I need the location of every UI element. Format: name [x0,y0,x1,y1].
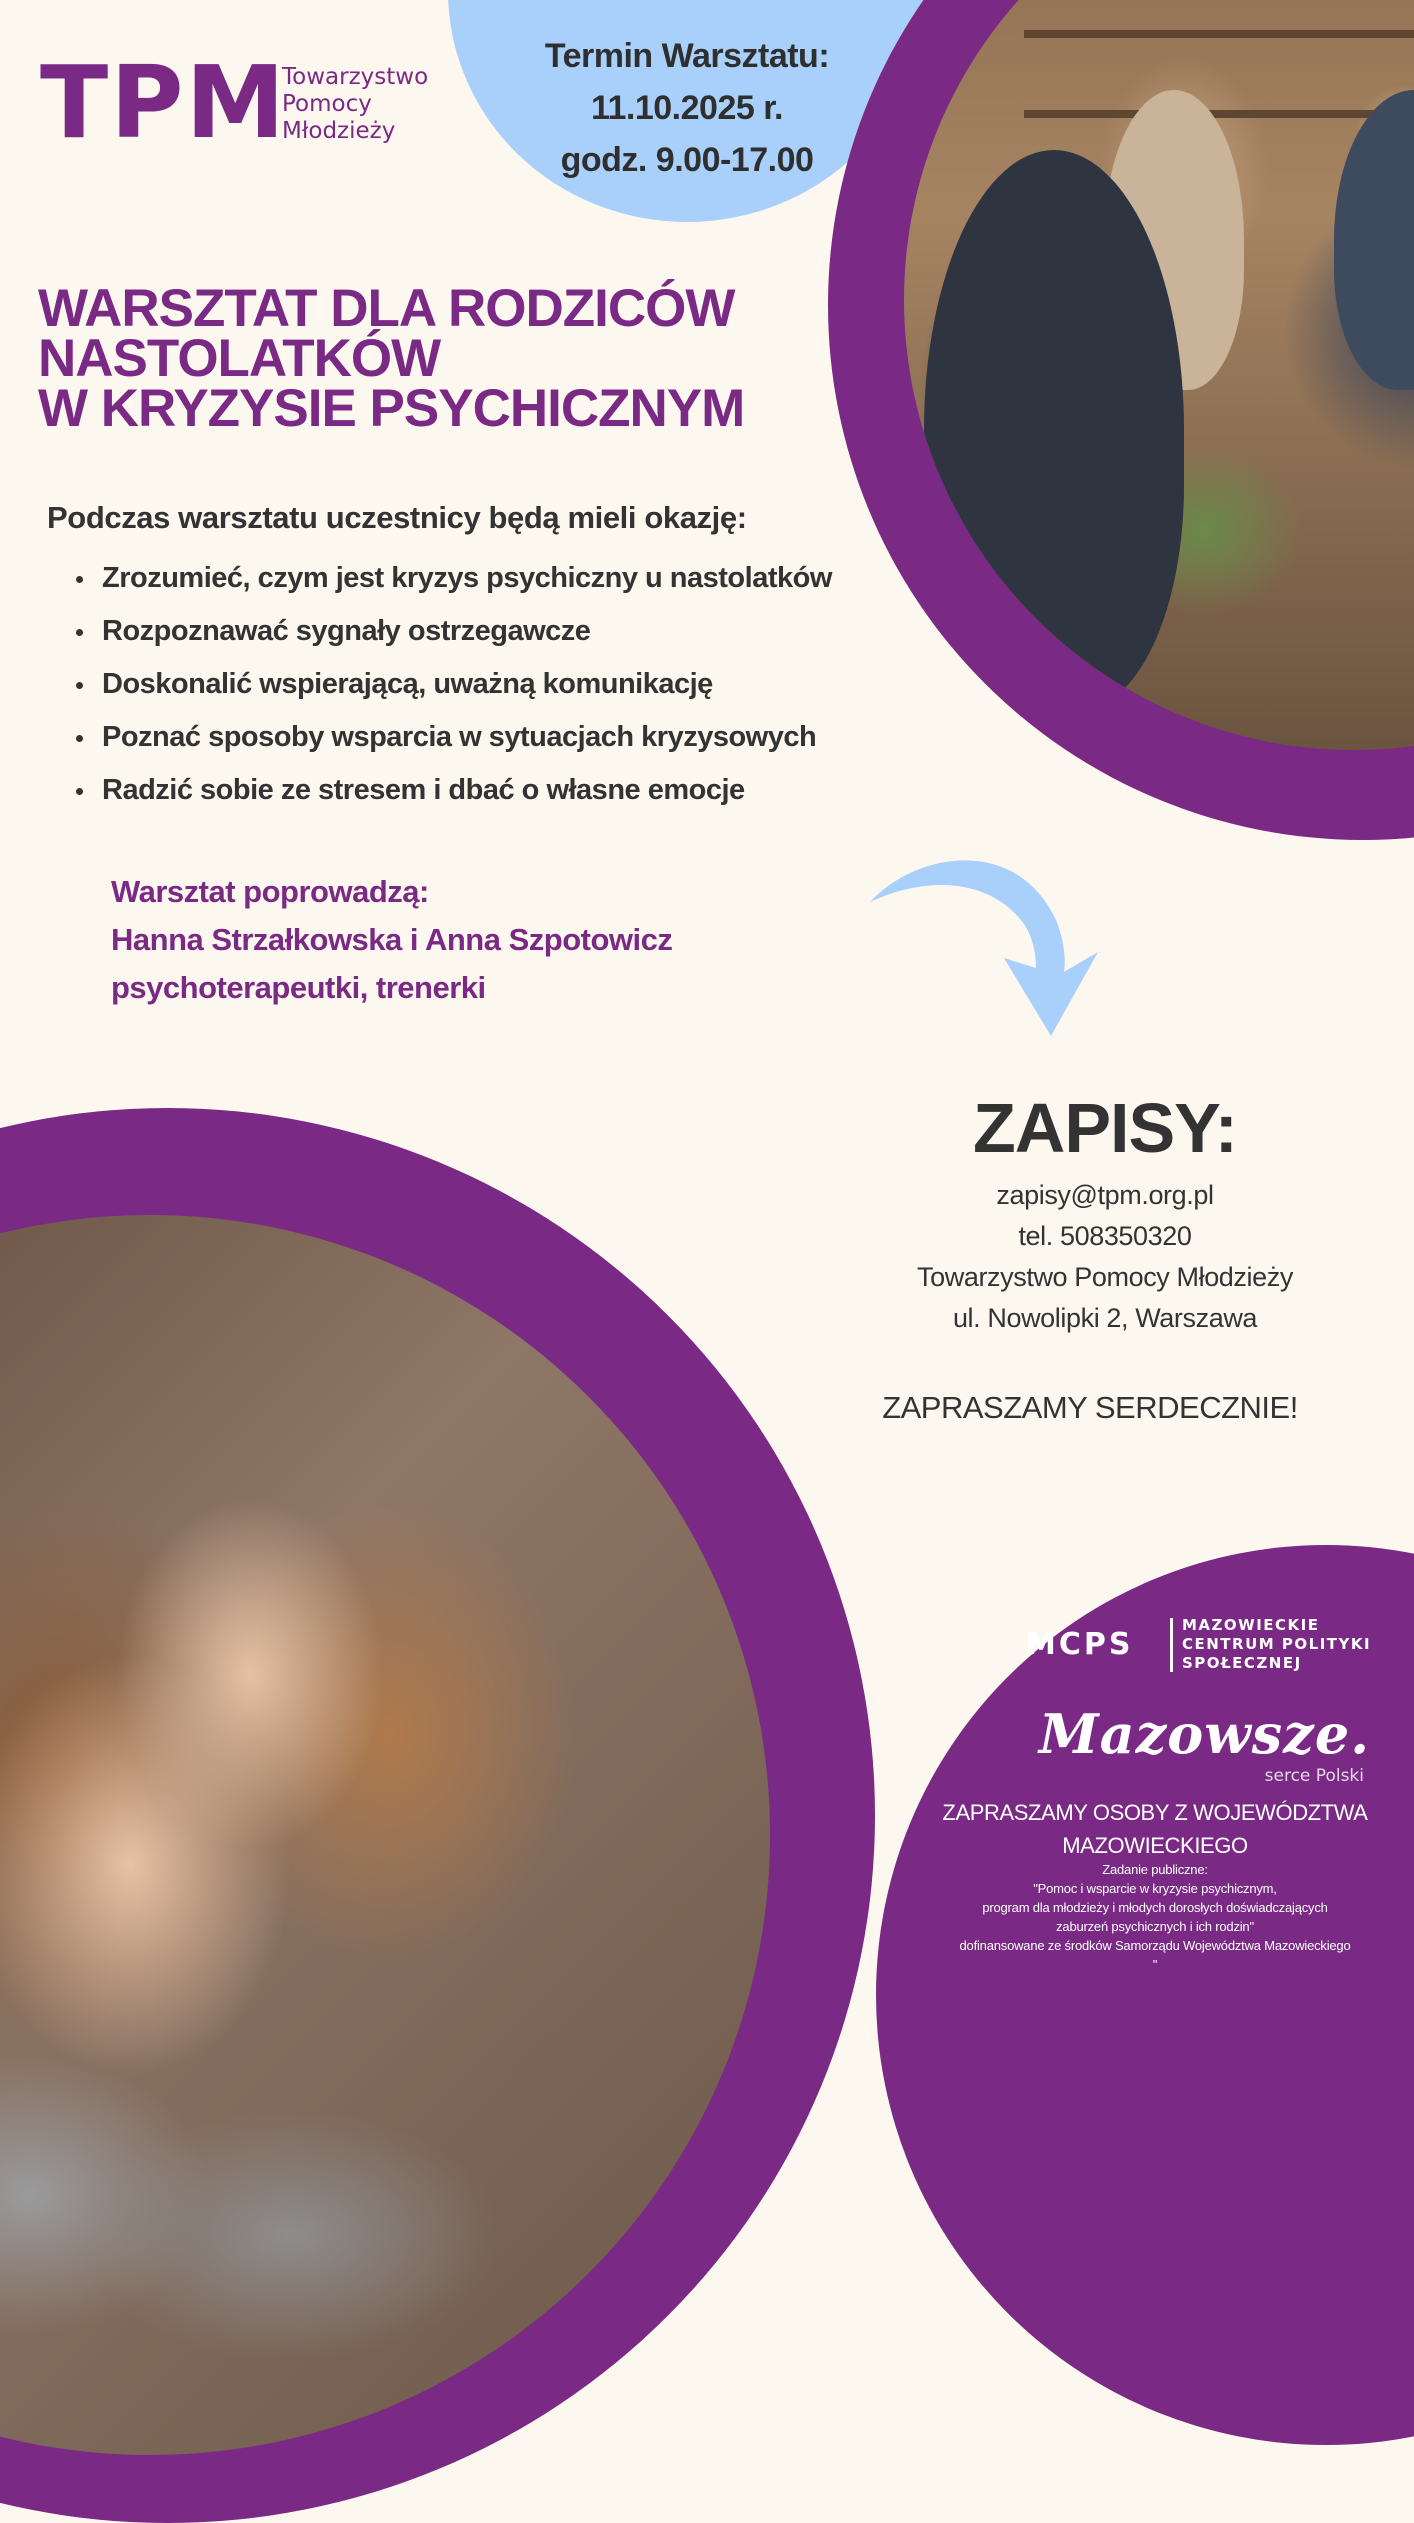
logo-divider [1170,1618,1173,1672]
task-line: program dla młodzieży i młodych dorosłych doświadczających [982,1900,1328,1915]
task-line: Zadanie publiczne: [1102,1862,1208,1877]
leaders-role: psychoterapeutki, trenerki [111,970,486,1005]
logo-org-line: Pomocy [282,91,372,117]
time-value: godz. 9.00-17.00 [560,141,814,179]
phone-number[interactable]: tel. 508350320 [1018,1221,1192,1251]
date-label: Termin Warsztatu: [544,37,830,75]
leaders-names: Hanna Strzałkowska i Anna Szpotowicz [111,922,673,957]
task-line: zaburzeń psychicznych i ich rodzin" [1056,1919,1254,1934]
mazowsze-logo [1014,1702,1374,1792]
tpm-logo [40,44,460,161]
registration-info [830,1175,1380,1339]
date-value: 11.10.2025 r. [590,89,784,127]
mazowsze-tagline: serce Polski [1264,1766,1364,1786]
public-task-note [920,1860,1390,1974]
list-item: Doskonalić wspierającą, uważną komunikację [70,658,832,711]
invitation-text: ZAPRASZAMY SERDECZNIE! [882,1390,1298,1425]
list-item: Radzić sobie ze stresem i dbać o własne emocje [70,764,832,817]
mcps-mark: MCPS [1026,1627,1134,1662]
logo-letters: TPM [40,44,288,161]
curved-arrow-icon [866,840,1136,1040]
title-line: WARSZTAT DLA RODZICÓW [38,279,735,338]
mcps-line: CENTRUM POLITYKI [1182,1635,1372,1653]
leaders-label: Warsztat poprowadzą: [111,874,429,909]
logo-org-line: Towarzystwo [282,64,429,90]
region-invitation [920,1796,1390,1862]
intro-text: Podczas warsztatu uczestnicy będą mieli okazję: [47,500,747,535]
logo-org-line: Młodzieży [282,118,396,144]
workshop-leaders [111,868,672,1012]
list-item: Poznać sposoby wsparcia w sytuacjach kryzysowych [70,711,832,764]
group-session-photo [904,0,1414,750]
task-line: "Pomoc i wsparcie w kryzysie psychicznym, [1033,1881,1277,1896]
task-line: dofinansowane ze środków Samorządu Województwa Mazowieckiego [959,1938,1351,1953]
sponsor-circle [876,1545,1414,2445]
logo-org-name [282,64,428,145]
title-line: NASTOLATKÓW [38,329,441,388]
mazowsze-brand: Mazowsze. [1038,1702,1370,1766]
page-title [38,279,818,438]
region-line: ZAPRASZAMY OSOBY Z WOJEWÓDZTWA [942,1800,1368,1825]
org-name: Towarzystwo Pomocy Młodzieży [917,1262,1293,1292]
region-line: MAZOWIECKIEGO [1062,1833,1248,1858]
mcps-line: MAZOWIECKIE [1182,1616,1320,1634]
list-item: Rozpoznawać sygnały ostrzegawcze [70,605,832,658]
mcps-line: SPOŁECZNEJ [1182,1654,1302,1672]
task-line: " [1152,1957,1158,1972]
address: ul. Nowolipki 2, Warszawa [952,1303,1258,1333]
mcps-logo [1026,1610,1386,1680]
title-line: W KRYZYSIE PSYCHICZNYM [38,379,745,438]
list-item: Zrozumieć, czym jest kryzys psychiczny u nastolatków [70,552,832,605]
registration-title: ZAPISY: [973,1089,1237,1167]
email-link[interactable]: zapisy@tpm.org.pl [996,1180,1214,1210]
benefits-list [70,552,832,817]
mcps-full-name [1182,1616,1371,1673]
